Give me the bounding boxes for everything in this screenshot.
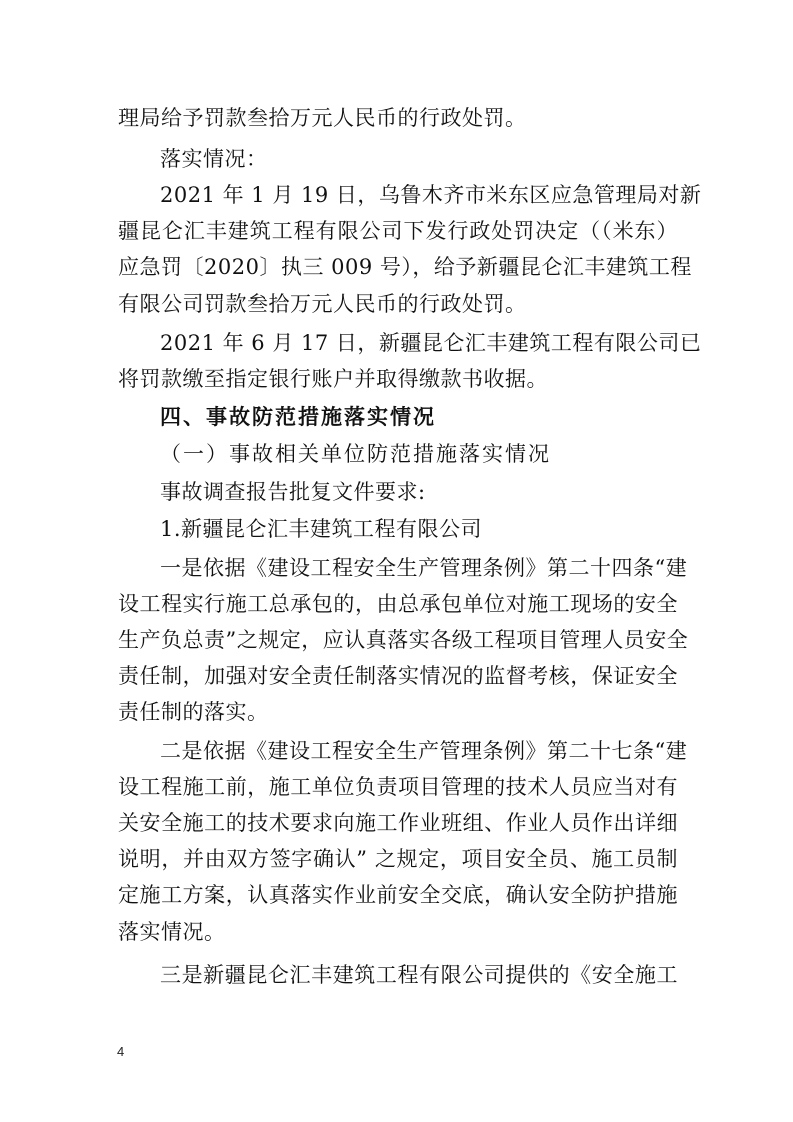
paragraph-line: 责任制，加强对安全责任制落实情况的监督考核，保证安全	[118, 664, 678, 688]
page-number: 4	[117, 1044, 125, 1059]
paragraph-line: 2021 年 6 月 17 日，新疆昆仑汇丰建筑工程有限公司已	[160, 331, 702, 355]
paragraph-line: 将罚款缴至指定银行账户并取得缴款书收据。	[118, 367, 548, 391]
paragraph-line: 有限公司罚款叁拾万元人民币的行政处罚。	[118, 292, 527, 316]
paragraph-line: 三是新疆昆仑汇丰建筑工程有限公司提供的《安全施工	[160, 963, 678, 987]
paragraph-line: 关安全施工的技术要求向施工作业班组、作业人员作出详细	[118, 811, 678, 835]
paragraph-line: 一是依据《建设工程安全生产管理条例》第二十四条“建	[160, 556, 688, 580]
paragraph-line: 落实情况：	[160, 147, 268, 171]
paragraph-line: 1.新疆昆仑汇丰建筑工程有限公司	[160, 517, 483, 541]
paragraph-line: 事故调查报告批复文件要求:	[160, 480, 426, 504]
paragraph-line: 理局给予罚款叁拾万元人民币的行政处罚。	[118, 106, 527, 130]
paragraph-line: 落实情况。	[118, 920, 226, 944]
subsection-heading: （一）事故相关单位防范措施落实情况	[160, 442, 551, 466]
section-heading: 四、事故防范措施落实情况	[160, 405, 436, 429]
paragraph-line: 说明，并由双方签字确认” 之规定，项目安全员、施工员制	[118, 847, 678, 871]
paragraph-line: 责任制的落实。	[118, 700, 269, 724]
paragraph-line: 生产负总责”之规定，应认真落实各级工程项目管理人员安全	[118, 628, 689, 652]
paragraph-line: 设工程施工前，施工单位负责项目管理的技术人员应当对有	[118, 775, 678, 799]
paragraph-line: 定施工方案，认真落实作业前安全交底，确认安全防护措施	[118, 883, 678, 907]
paragraph-line: 设工程实行施工总承包的，由总承包单位对施工现场的安全	[118, 592, 678, 616]
paragraph-line: 2021 年 1 月 19 日，乌鲁木齐市米东区应急管理局对新	[160, 183, 702, 207]
paragraph-line: 二是依据《建设工程安全生产管理条例》第二十七条“建	[160, 739, 688, 763]
paragraph-line: 应急罚〔2020〕执三 009 号），给予新疆昆仑汇丰建筑工程	[118, 255, 692, 279]
paragraph-line: 疆昆仑汇丰建筑工程有限公司下发行政处罚决定（（米东）	[118, 219, 678, 243]
